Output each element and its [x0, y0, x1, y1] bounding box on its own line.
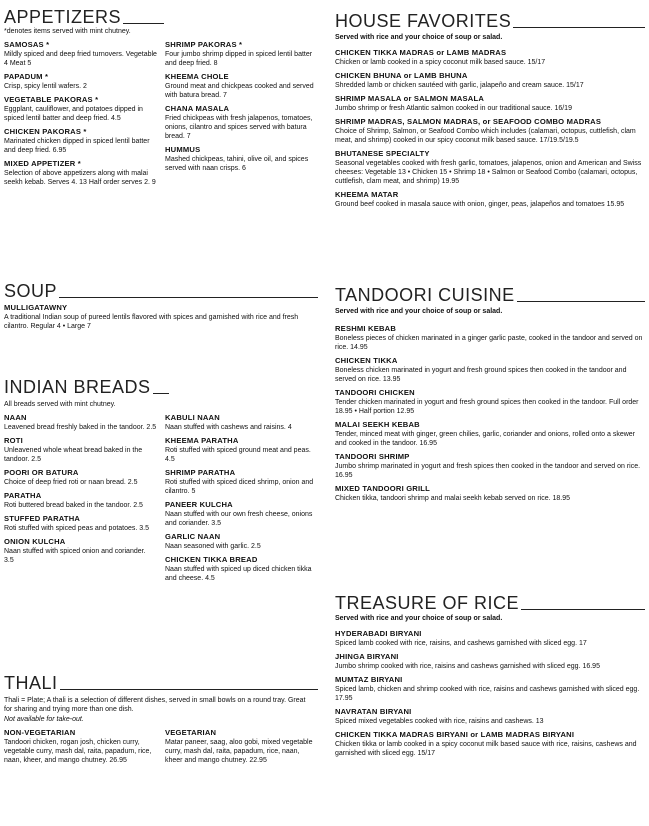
menu-item-description: Four jumbo shrimp dipped in spiced lentil batter and deep fried. 8: [165, 50, 313, 68]
breads-left-list: [4, 413, 157, 587]
menu-item-name: SHRIMP PARATHA: [165, 468, 236, 478]
menu-item-name: BHUTANESE SPECIALTY: [335, 149, 430, 158]
menu-item: [165, 72, 318, 100]
menu-item-description: Naan stuffed with spiced onion and coriander. 3.5: [4, 547, 146, 564]
menu-item: [165, 436, 318, 464]
menu-item-name: HUMMUS: [165, 145, 201, 155]
menu-item: [335, 149, 645, 186]
menu-item-name: MIXED TANDOORI GRILL: [335, 484, 430, 494]
menu-item-description: Spiced lamb cooked with rice, raisins, and cashews garnished with sliced egg. 17: [335, 639, 587, 647]
menu-item-description: Unleavened whole wheat bread baked in the tandoor. 2.5: [4, 446, 143, 463]
menu-item-description: Marinated chicken dipped in spiced lentil batter and deep fried. 6.95: [4, 138, 150, 155]
tandoori-note: Served with rice and your choice of soup or salad.: [335, 308, 503, 315]
house-note: Served with rice and your choice of soup or salad.: [335, 34, 503, 41]
menu-item-description: Chicken or lamb cooked in a spicy coconut milk based sauce. 15/17: [335, 58, 546, 66]
menu-item-name: CHANA MASALA: [165, 104, 230, 114]
menu-item-name: CHICKEN PAKORAS *: [4, 127, 87, 137]
menu-item-name: JHINGA BIRYANI: [335, 652, 399, 662]
menu-item-name: SAMOSAS *: [4, 40, 50, 50]
breads-section: [4, 376, 318, 587]
menu-item-name: KHEEMA MATAR: [335, 190, 399, 200]
thali-left-list: [4, 728, 157, 769]
menu-item: [335, 484, 645, 503]
menu-item-name: KHEEMA PARATHA: [165, 436, 239, 446]
rice-title: TREASURE OF RICE: [335, 593, 520, 613]
soup-rule: [59, 297, 318, 298]
menu-item-description: Crisp, spicy lentil wafers. 2: [4, 83, 87, 90]
menu-item-name: PARATHA: [4, 491, 42, 501]
menu-item-name: CHICKEN TIKKA BREAD: [165, 555, 258, 565]
tandoori-rule: [517, 301, 645, 302]
menu-item: [335, 48, 645, 67]
menu-item-description: Shredded lamb or chicken sautéed with garlic, jalapeño and cream sauce. 15/17: [335, 81, 584, 89]
tandoori-section: [335, 284, 645, 507]
menu-item-name: CHICKEN BHUNA or LAMB BHUNA: [335, 71, 468, 81]
menu-item-description: Leavened bread freshly baked in the tandoor. 2.5: [4, 423, 157, 431]
menu-item-name: PAPADUM *: [4, 72, 49, 82]
menu-item: [335, 675, 645, 703]
tandoori-title: TANDOORI CUISINE: [335, 285, 515, 305]
menu-item: [165, 728, 318, 765]
menu-item: [165, 413, 318, 432]
menu-item: [165, 40, 318, 68]
breads-title: INDIAN BREADS: [4, 377, 151, 397]
thali-rule: [60, 689, 318, 690]
menu-item-description: Selection of above appetizers along with malai seekh kebab. Serves 4. 13 Half order serves 2. 9: [4, 170, 156, 187]
menu-item-name: TANDOORI CHICKEN: [335, 388, 415, 398]
menu-item-description: Naan stuffed with our own fresh cheese, onions and coriander. 3.5: [165, 511, 313, 528]
menu-item-description: Naan seasoned with garlic. 2.5: [165, 543, 261, 551]
menu-item: [335, 324, 645, 352]
menu-item-name: MULLIGATAWNY: [4, 303, 68, 312]
thali-title: THALI: [4, 673, 58, 693]
menu-item-name: VEGETARIAN: [165, 728, 217, 738]
menu-item: [165, 555, 318, 583]
house-section: [335, 10, 645, 213]
menu-item-name: GARLIC NAAN: [165, 532, 221, 542]
menu-item-description: Choice of deep fried roti or naan bread. 2.5: [4, 478, 138, 486]
menu-item-description: Choice of Shrimp, Salmon, or Seafood Combo which includes (calamari, octopus, cuttlefish, clam meat, and shrimp) cooked in our spicy coconut milk based sauce. 17/19.5/19.5: [335, 127, 636, 144]
menu-item-description: Eggplant, cauliflower, and potatoes dipped in spiced lentil batter and deep fried. 4.5: [4, 105, 143, 123]
menu-item-description: Naan stuffed with cashews and raisins. 4: [165, 423, 292, 431]
rice-rule: [521, 609, 645, 610]
menu-item-name: SHRIMP MASALA or SALMON MASALA: [335, 94, 485, 103]
menu-item-name: KHEEMA CHOLE: [165, 72, 229, 82]
menu-item-name: HYDERABADI BIRYANI: [335, 629, 422, 639]
menu-item-description: Tender, minced meat with ginger, green chilies, garlic, coriander and onions, rolled onto a skewer and cooked in the tandoor. 16.95: [335, 431, 635, 448]
menu-item-name: ONION KULCHA: [4, 536, 66, 546]
menu-item-name: NAVRATAN BIRYANI: [335, 707, 412, 717]
menu-item: [4, 468, 157, 487]
menu-item-description: Boneless chicken marinated in yogurt and fresh ground spices then cooked in the tandoor and served on rice. 13.95: [335, 367, 627, 384]
menu-item-name: MIXED APPETIZER *: [4, 159, 81, 169]
thali-note: Thali = Plate; A thali is a selection of different dishes, served in small bowls on a round tray. Great for sharing and trying more than one dish.: [4, 697, 306, 714]
menu-item-description: Seasonal vegetables cooked with fresh garlic, tomatoes, jalapenos, onion and American and Swiss cheeses: Vegetable 13 • Chicken 15 • Shrimp 18 • Salmon or Seafood Combo (calamari, octopus, cuttlefish, clam meat, and shrimp) 19.95: [335, 159, 642, 186]
menu-item: [165, 104, 318, 141]
menu-item-description: Ground meat and chickpeas cooked and served with batura bread. 7: [165, 83, 314, 100]
soup-section: [4, 280, 318, 335]
menu-item: [165, 532, 318, 551]
menu-item-name: SHRIMP MADRAS, SALMON MADRAS, or SEAFOOD COMBO MADRAS: [335, 116, 602, 126]
rice-list: [335, 629, 645, 758]
menu-item: [335, 707, 645, 726]
menu-item: [4, 159, 157, 187]
menu-item: [4, 95, 157, 123]
menu-item-name: MALAI SEEKH KEBAB: [335, 420, 420, 430]
menu-item-description: Chicken tikka or lamb cooked in a spicy coconut milk based sauce with rice, raisins, cashews and garnished with sliced egg. 15/17: [335, 740, 637, 757]
menu-item: [4, 127, 157, 155]
menu-item-name: PANEER KULCHA: [165, 500, 233, 510]
appetizers-section: [4, 6, 318, 191]
menu-item-description: Roti buttered bread baked in the tandoor. 2.5: [4, 501, 143, 509]
menu-item: [335, 730, 645, 758]
menu-item-description: Roti stuffed with spiced ground meat and peas. 4.5: [165, 446, 311, 463]
menu-item-description: Naan stuffed with spiced up diced chicken tikka and cheese. 4.5: [165, 566, 312, 583]
menu-item-description: A traditional Indian soup of pureed lentils flavored with spices and garnished with rice and fresh cilantro. Regular 4 • Large 7: [4, 313, 299, 330]
menu-item-description: Mildly spiced and deep fried turnovers. Vegetable 4 Meat 5: [4, 50, 157, 68]
menu-item: [4, 491, 157, 510]
menu-item-name: RESHMI KEBAB: [335, 324, 397, 334]
menu-item-name: KABULI NAAN: [165, 413, 220, 423]
menu-item-description: Jumbo shrimp cooked with rice, raisins and cashews garnished with sliced egg. 16.95: [335, 662, 600, 670]
thali-right-list: [165, 728, 318, 769]
menu-item-description: Boneless pieces of chicken marinated in a ginger garlic paste, cooked in the tandoor and served on rice. 14.95: [335, 334, 643, 352]
appetizers-note: *denotes items served with mint chutney.: [4, 28, 131, 35]
appetizers-left-list: [4, 40, 157, 191]
menu-item: [4, 303, 318, 331]
menu-item: [4, 436, 157, 464]
menu-item-name: CHICKEN TIKKA MADRAS BIRYANI or LAMB MADRAS BIRYANI: [335, 730, 575, 739]
menu-item-name: POORI OR BATURA: [4, 468, 79, 478]
menu-item-name: TANDOORI SHRIMP: [335, 452, 410, 462]
menu-item-name: NON-VEGETARIAN: [4, 728, 76, 738]
menu-item: [335, 190, 645, 209]
menu-item: [335, 94, 645, 113]
house-rule: [513, 27, 645, 28]
rice-section: [335, 592, 645, 762]
menu-item-name: CHICKEN TIKKA MADRAS or LAMB MADRAS: [335, 48, 507, 58]
menu-item: [4, 537, 157, 565]
menu-item-name: VEGETABLE PAKORAS *: [4, 95, 99, 105]
menu-item: [335, 420, 645, 448]
menu-item: [4, 72, 157, 91]
menu-item-description: Spiced mixed vegetables cooked with rice, raisins and cashews. 13: [335, 717, 544, 725]
menu-item-description: Roti stuffed with spiced peas and potatoes. 3.5: [4, 524, 150, 532]
menu-item-description: Jumbo shrimp or fresh Atlantic salmon cooked in our traditional sauce. 16/19: [335, 104, 572, 112]
menu-item-name: MUMTAZ BIRYANI: [335, 675, 403, 684]
house-list: [335, 48, 645, 209]
appetizers-right-list: [165, 40, 318, 191]
menu-item: [165, 468, 318, 496]
rice-note: Served with rice and your choice of soup or salad.: [335, 615, 503, 622]
menu-item: [335, 117, 645, 145]
soup-list: [4, 303, 318, 331]
menu-item-description: Spiced lamb, chicken and shrimp cooked with rice, raisins and cashews garnished with sliced egg. 17.95: [335, 685, 640, 702]
tandoori-list: [335, 324, 645, 503]
breads-note: All breads served with mint chutney.: [4, 401, 116, 408]
menu-item-name: SHRIMP PAKORAS *: [165, 40, 243, 50]
menu-item: [335, 71, 645, 90]
menu-item-description: Jumbo shrimp marinated in yogurt and fresh spices then cooked in the tandoor and served on rice. 16.95: [335, 463, 641, 480]
menu-item: [335, 452, 645, 480]
menu-item: [4, 40, 157, 68]
menu-item-name: NAAN: [4, 413, 27, 423]
menu-item-description: Chicken tikka, tandoori shrimp and malai seekh kebab served on rice. 18.95: [335, 495, 571, 503]
menu-item-name: CHICKEN TIKKA: [335, 356, 398, 366]
appetizers-rule: [123, 23, 164, 24]
menu-item-description: Mashed chickpeas, tahini, olive oil, and spices served with naan crisps. 6: [165, 156, 309, 173]
thali-section: [4, 672, 318, 769]
menu-item: [4, 728, 157, 765]
menu-item: [165, 500, 318, 528]
menu-item: [335, 629, 645, 648]
soup-title: SOUP: [4, 281, 58, 301]
breads-rule: [153, 393, 169, 394]
appetizers-title: APPETIZERS: [4, 7, 122, 27]
menu-item-description: Tandoori chicken, rogan josh, chicken curry, vegetable curry, mash dal, raita, papadum, rice, naan, kheer, and mango chutney. 26.95: [4, 739, 152, 765]
thali-note-italic: Not available for take-out.: [4, 716, 84, 724]
menu-item-description: Tender chicken marinated in yogurt and fresh ground spices then cooked in the tandoor. Full order 18.95 • Half portion 12.95: [335, 399, 639, 416]
menu-item: [335, 652, 645, 671]
breads-right-list: [165, 413, 318, 587]
menu-item-name: STUFFED PARATHA: [4, 514, 81, 523]
menu-item: [165, 145, 318, 173]
menu-item: [4, 514, 157, 533]
menu-item: [335, 388, 645, 416]
house-title: HOUSE FAVORITES: [335, 11, 512, 31]
menu-item-description: Ground beef cooked in masala sauce with onion, ginger, peas, jalapeños and tomatoes 15.95: [335, 201, 625, 208]
menu-item: [335, 356, 645, 384]
menu-item-name: ROTI: [4, 436, 23, 446]
menu-item-description: Matar paneer, saag, aloo gobi, mixed vegetable curry, mash dal, raita, papadum, rice, naan, kheer and mango chutney. 22.95: [165, 739, 313, 765]
menu-item-description: Roti stuffed with spiced diced shrimp, onion and cilantro. 5: [165, 478, 314, 496]
menu-item-description: Fried chickpeas with fresh jalapenos, tomatoes, onions, cilantro and spices served with batura bread. 7: [165, 115, 313, 141]
menu-item: [4, 413, 157, 432]
